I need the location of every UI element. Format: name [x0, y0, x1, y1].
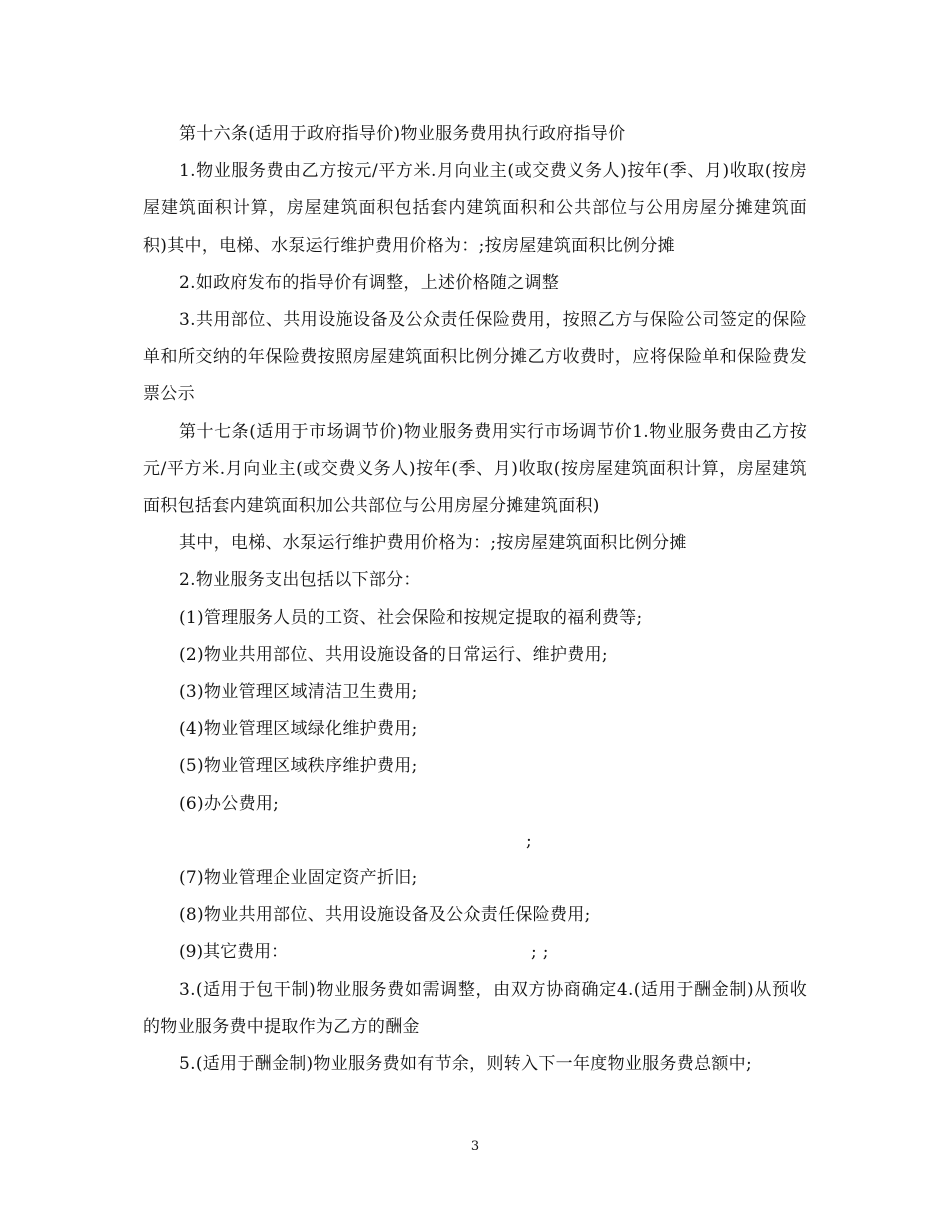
- article-17-heading: 第十七条(适用于市场调节价)物业服务费用实行市场调节价1.物业服务费由乙方按元/平方米.月向业主(或交费义务人)按年(季、月)收取(按房屋建筑面积计算，房屋建筑面积包括套内建筑面积加公共部位与公用房屋分摊建筑面积): [143, 421, 807, 517]
- other-fees-tail: ; ;: [531, 942, 549, 963]
- expense-item-3: (3)物业管理区域清洁卫生费用;: [179, 682, 418, 703]
- expense-item-4: (4)物业管理区域绿化维护费用;: [179, 719, 418, 740]
- article-16-clause-2: 2.如政府发布的指导价有调整，上述价格随之调整: [179, 272, 560, 293]
- document-body: [143, 116, 807, 1083]
- blank-line-semicolon: ;: [526, 830, 532, 851]
- article-16-heading: 第十六条(适用于政府指导价)物业服务费用执行政府指导价: [179, 124, 626, 144]
- expense-item-8: (8)物业共用部位、共用设施设备及公众责任保险费用;: [179, 905, 591, 926]
- expense-item-5: (5)物业管理区域秩序维护费用;: [179, 756, 418, 777]
- expense-item-1: (1)管理服务人员的工资、社会保险和按规定提取的福利费等;: [179, 607, 643, 628]
- expense-item-6: (6)办公费用;: [179, 793, 280, 814]
- article-16-clause-3: 3.共用部位、共用设施设备及公众责任保险费用，按照乙方与保险公司签定的保险单和所交纳的年保险费按照房屋建筑面积比例分摊乙方收费时，应将保险单和保险费发票公示: [143, 310, 807, 405]
- expense-list-intro: 2.物业服务支出包括以下部分：: [179, 570, 421, 591]
- blank-fill-line: [143, 823, 807, 860]
- fee-adjustment-clause: 3.(适用于包干制)物业服务费如需调整，由双方协商确定4.(适用于酬金制)从预收的物业服务费中提取作为乙方的酬金: [143, 979, 807, 1037]
- article-16-clause-1: 1.物业服务费由乙方按元/平方米.月向业主(或交费义务人)按年(季、月)收取(按房屋建筑面积计算，房屋建筑面积包括套内建筑面积和公共部位与公用房屋分摊建筑面积)其中，电梯、水泵运行维护费用价格为：;按房屋建筑面积比例分摊: [143, 161, 807, 256]
- expense-item-2: (2)物业共用部位、共用设施设备的日常运行、维护费用;: [179, 644, 608, 665]
- elevator-pump-fee-line: 其中，电梯、水泵运行维护费用价格为：;按房屋建筑面积比例分摊: [179, 533, 687, 554]
- expense-item-9: [143, 934, 807, 971]
- expense-item-7: (7)物业管理企业固定资产折旧;: [179, 868, 418, 889]
- surplus-clause: 5.(适用于酬金制)物业服务费如有节余，则转入下一年度物业服务费总额中;: [179, 1054, 753, 1075]
- other-fees-label: (9)其它费用：: [179, 942, 289, 963]
- page-number: 3: [470, 1139, 480, 1154]
